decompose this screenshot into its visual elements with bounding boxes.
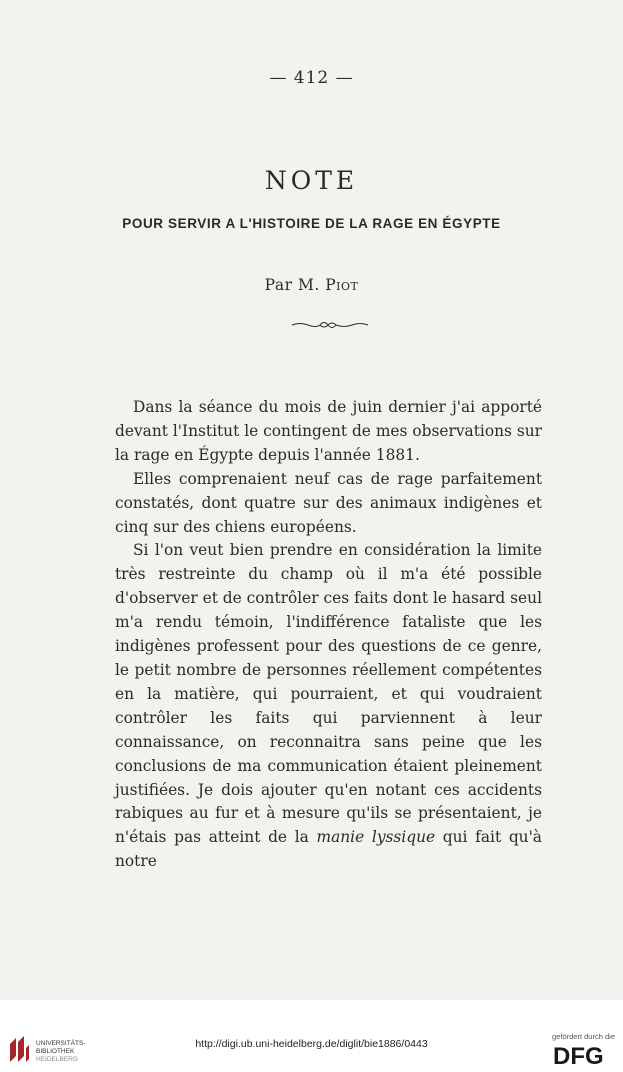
paragraph-1: Dans la séance du mois de juin dernier j'ai apporté devant l'Institut le contingent de mes observations sur la rage en Égypte depuis l'année 1881. (115, 398, 542, 464)
ornament-divider-icon (290, 318, 370, 332)
library-name-line-2: BIBLIOTHEK (36, 1048, 75, 1055)
digitization-footer (0, 1000, 623, 1072)
library-name-line-1: UNIVERSITÄTS- (36, 1040, 86, 1047)
paragraph-3-text-end: qui fait qu'à notre (115, 828, 542, 871)
dfg-logo-icon (553, 1042, 613, 1068)
funding-caption: gefördert durch die (552, 1032, 615, 1041)
source-url-link[interactable]: http://digi.ub.uni-heidelberg.de/diglit/bie1886/0443 (195, 1038, 428, 1050)
article-title: NOTE (264, 166, 359, 195)
author-name: Piot (325, 276, 359, 294)
italic-term: manie lyssique (316, 828, 436, 847)
page-number: — 412 — (269, 68, 354, 88)
body-text (115, 396, 542, 874)
author-line (0, 276, 623, 294)
paragraph-2: Elles comprenaient neuf cas de rage parfaitement constatés, dont quatre sur des animaux indigènes et cinq sur des chiens européens. (115, 469, 542, 536)
library-name-line-3: HEIDELBERG (36, 1056, 78, 1063)
paragraph-3 (115, 539, 542, 874)
dfg-logo-text: DFG (553, 1043, 604, 1068)
author-prefix: Par M. (264, 276, 326, 294)
paragraph-3-text-start: Si l'on veut bien prendre en considération la limite très restreinte du champ où il m'a été possible d'observer et de contrôler ces faits dont le hasard seul m'a rendu témoin, l'indifférence fataliste que les indigènes professent pour des questions de ce genre, le petit nombre de personnes réellement compétentes en la matière, qui pourraient, et qui voudraient contrôler les faits qui parviennent à leur connaissance, on reconnaitra sans peine que les conclusions de ma communication étaient pleinement justifiées. Je dois ajouter qu'en notant ces accidents rabiques au fur et à mesure qu'ils se présentaient, je n'étais pas atteint de la (115, 541, 542, 847)
article-subtitle: POUR SERVIR A L'HISTOIRE DE LA RAGE EN ÉGYPTE (122, 216, 501, 231)
